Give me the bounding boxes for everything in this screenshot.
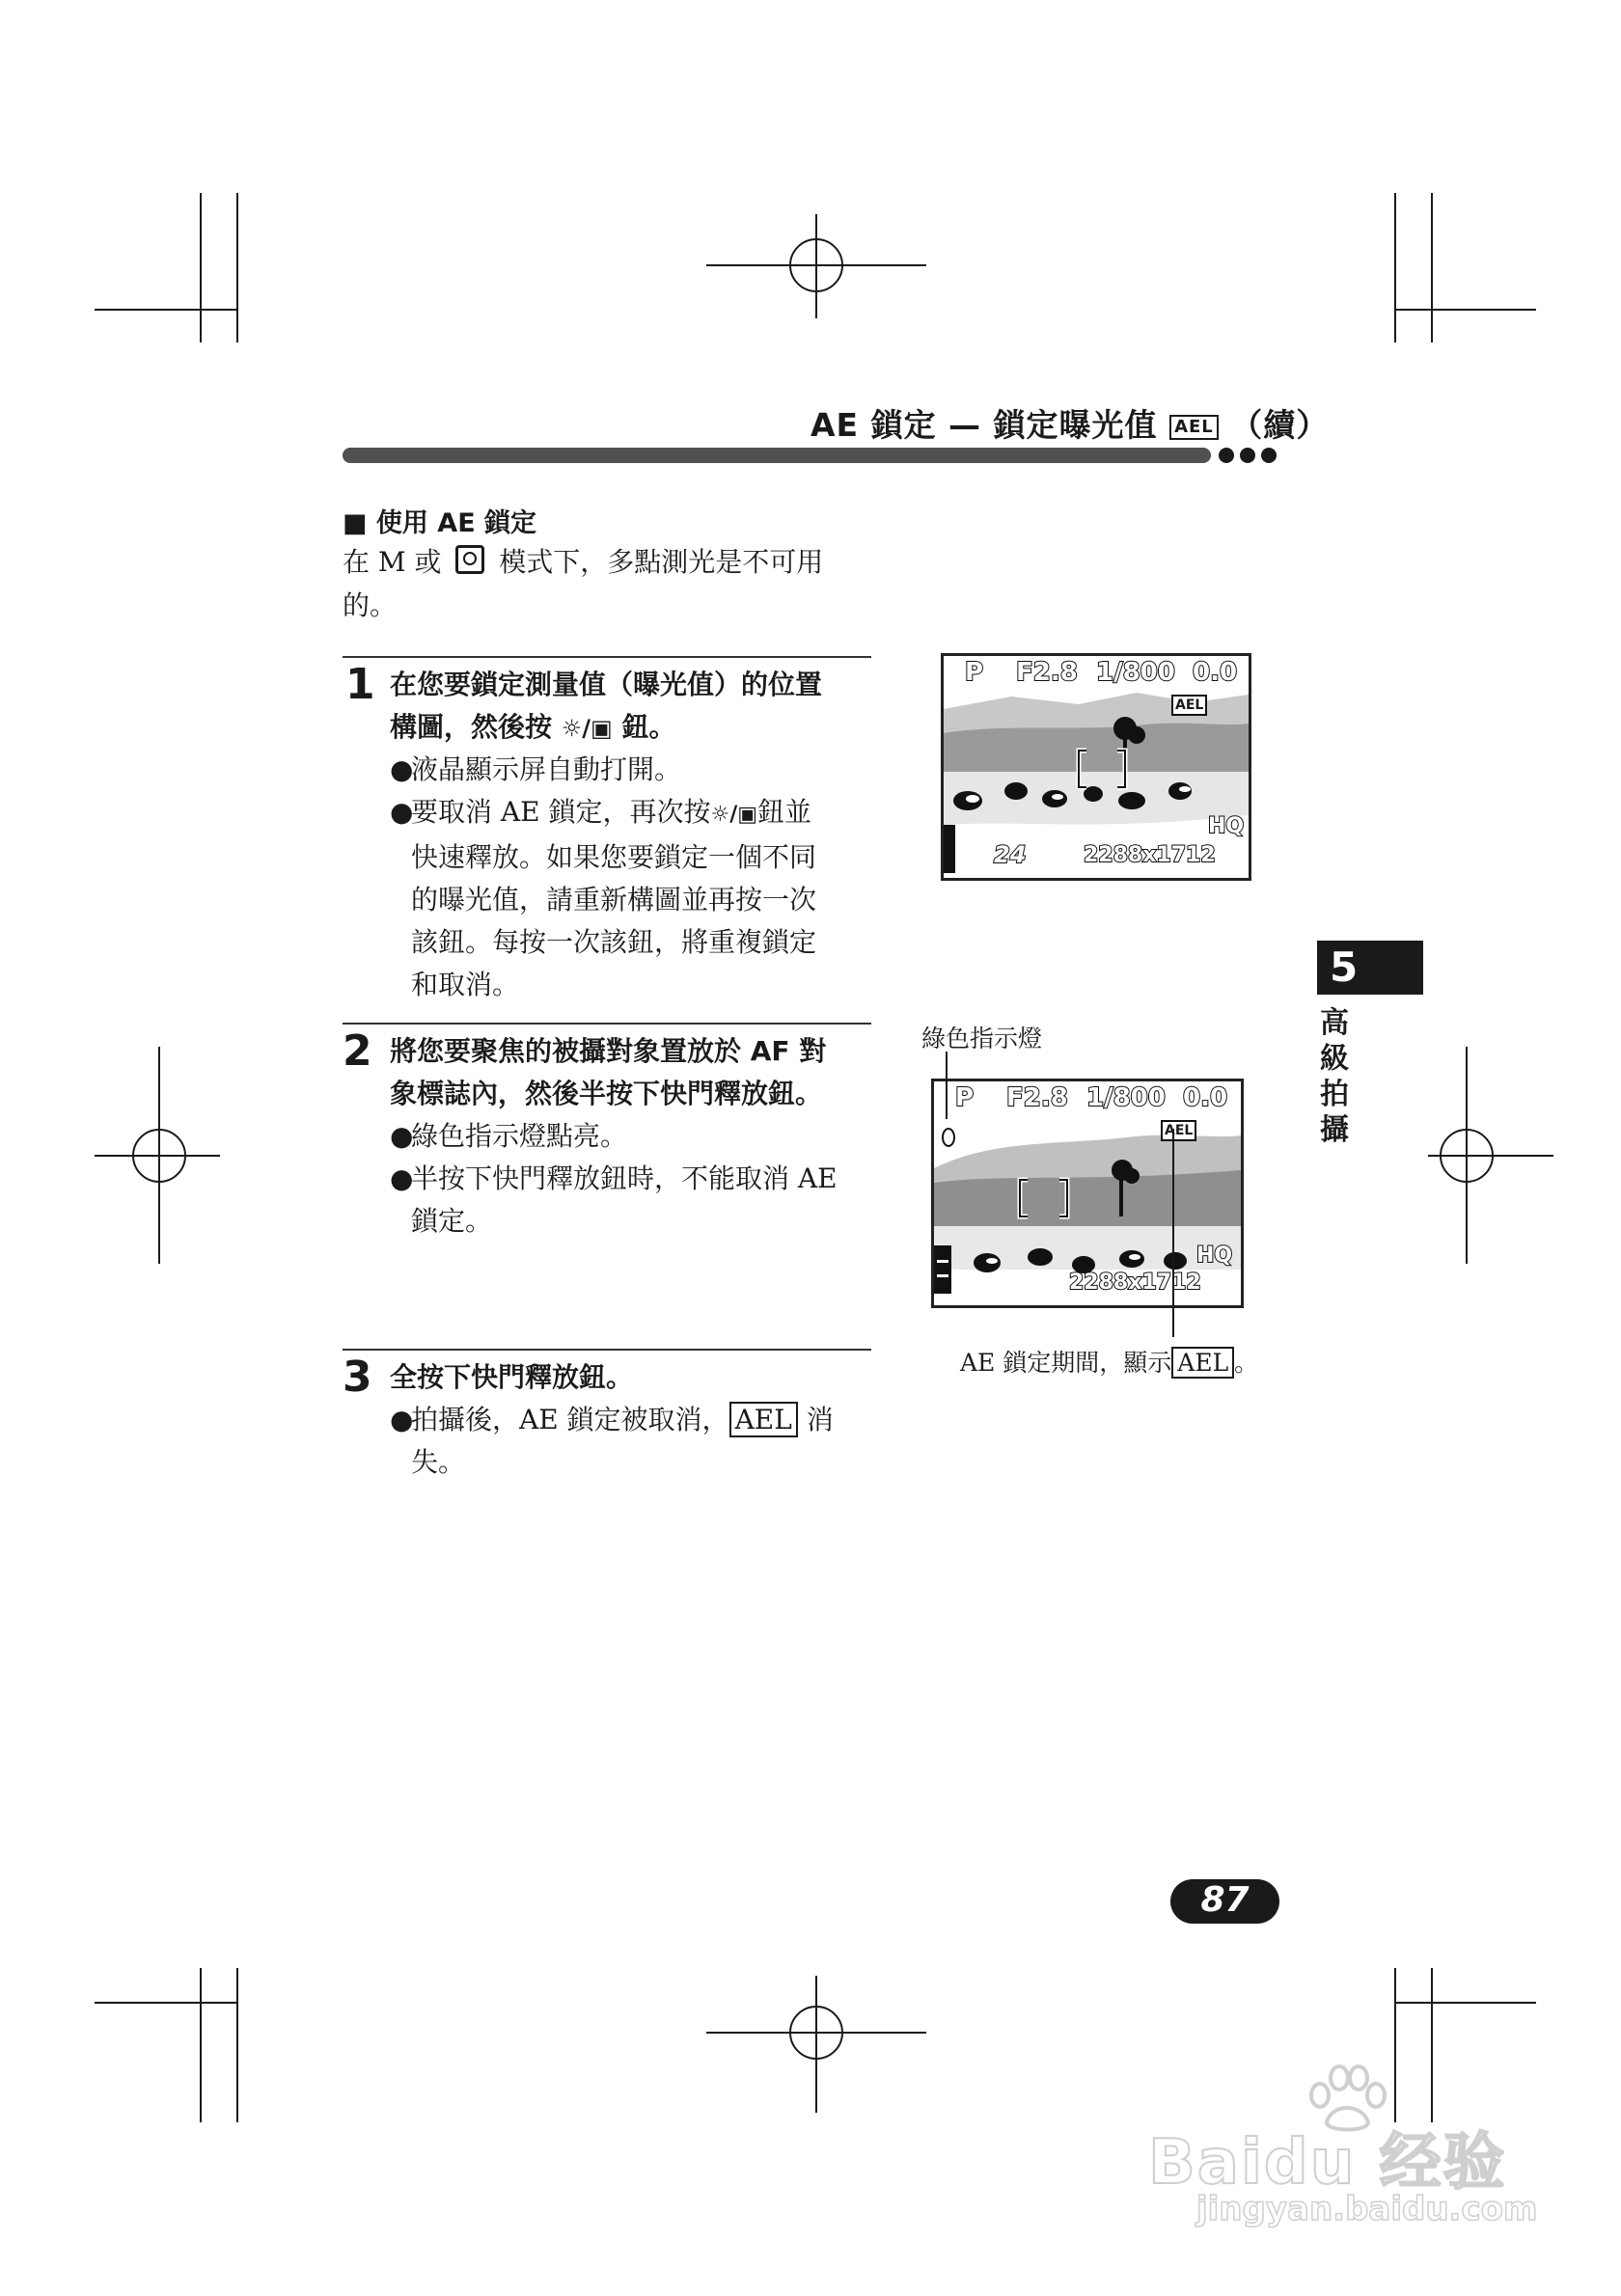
bullet-text-part: 要取消 AE 鎖定，再次按 (411, 796, 711, 828)
intro-text-1b: 模式下，多點測光是不可用 (499, 546, 824, 578)
bullet-text: 綠色指示燈點亮。 (411, 1120, 628, 1152)
lcd2-aperture: F2.8 (1006, 1083, 1068, 1112)
caption-text: 。 (1234, 1349, 1259, 1377)
bullet-icon: ● (390, 1162, 414, 1194)
step-2-title-line1: 將您要聚焦的被攝對象置放於 AF 對 (390, 1035, 827, 1067)
step-3-rule (343, 1349, 871, 1351)
step-1-title-line2b: 鈕。 (621, 711, 676, 743)
lcd1-resolution: 2288x1712 (1084, 843, 1216, 867)
bullet-text-part: 拍攝後，AE 鎖定被取消， (411, 1404, 729, 1435)
step-3-bullet-1 (390, 1399, 877, 1484)
bullet-text (390, 1399, 877, 1484)
lcd2-shutter: 1/800 (1086, 1083, 1166, 1112)
step-1-title-line1: 在您要鎖定測量值（曝光值）的位置 (390, 669, 823, 700)
bullet-text-line: 快速釋放。如果您要鎖定一個不同 (411, 841, 817, 873)
ael-button-icon: ☼/▣ (561, 715, 613, 742)
bullet-text-part: 消 (797, 1404, 834, 1435)
ael-display-caption (960, 1344, 1258, 1379)
bullet-icon: ● (390, 1120, 414, 1152)
lcd1-shutter: 1/800 (1096, 658, 1175, 687)
intro-text-2: 的。 (343, 589, 398, 621)
header-progress-bar (343, 446, 1288, 467)
step-2-bullet-2 (390, 1158, 877, 1243)
lcd2-ael: AEL (1161, 1120, 1196, 1141)
step-1-title-line2a: 構圖，然後按 (390, 711, 553, 743)
callout-lines (926, 1052, 1196, 1360)
bullet-icon: ● (390, 753, 414, 785)
step-2-rule (343, 1023, 871, 1025)
lcd2-resolution: 2288x1712 (1069, 1271, 1201, 1295)
lcd-screen-1 (941, 653, 1251, 881)
watermark-line2: jingyan.baidu.com (1196, 2190, 1538, 2228)
step-2-number: 2 (343, 1026, 372, 1076)
chapter-number: 5 (1330, 943, 1359, 991)
bullet-text (390, 1158, 877, 1243)
header-suffix: （續） (1230, 406, 1330, 444)
bullet-text-line: 半按下快門釋放鈕時，不能取消 AE (411, 1162, 838, 1194)
intro-text-1: 在 M 或 (343, 546, 442, 578)
lcd1-ev: 0.0 (1193, 658, 1238, 687)
caption-text: AE 鎖定期間，顯示 (960, 1349, 1172, 1377)
section-heading: ■ 使用 AE 鎖定 (343, 508, 537, 538)
step-3-number: 3 (343, 1353, 372, 1402)
lcd1-ael: AEL (1171, 695, 1207, 716)
green-lamp-caption: 綠色指示燈 (921, 1025, 1043, 1052)
step-1-bullet-2 (390, 791, 877, 1006)
lcd1-frames: 24 (994, 841, 1027, 868)
bullet-icon: ● (390, 796, 414, 828)
chapter-title: 高級拍攝 (1320, 1006, 1349, 1147)
lcd1-quality: HQ (1208, 814, 1245, 838)
bullet-text-line: 該鈕。每按一次該鈕，將重複鎖定 (411, 926, 817, 958)
bullet-text: 液晶顯示屏自動打開。 (411, 753, 682, 785)
lcd2-mode: P (955, 1083, 975, 1112)
step-2-bullet-1 (390, 1115, 877, 1158)
step-2-title (390, 1030, 877, 1115)
lcd2-ev: 0.0 (1183, 1083, 1228, 1112)
baidu-watermark (1139, 2064, 1563, 2238)
section-intro (343, 540, 883, 627)
step-1-title (390, 664, 877, 750)
bullet-text (390, 791, 877, 1006)
step-2-title-line2: 象標誌內，然後半按下快門釋放鈕。 (390, 1078, 823, 1109)
lcd1-mode: P (965, 658, 984, 687)
ael-indicator: AEL (729, 1402, 798, 1437)
bullet-text-line: 的曝光值，請重新構圖並再按一次 (411, 884, 817, 916)
lcd1-aperture: F2.8 (1016, 658, 1078, 687)
ael-indicator: AEL (1171, 1347, 1234, 1379)
step-3-title: 全按下快門釋放鈕。 (390, 1361, 634, 1393)
bullet-icon: ● (390, 1404, 414, 1435)
ael-button-icon: ☼/▣ (710, 803, 758, 827)
bullet-text-line: 鎖定。 (411, 1205, 493, 1237)
bullet-text-part: 鈕並 (757, 796, 812, 828)
step-1-rule (343, 656, 871, 658)
page-header (810, 400, 1330, 446)
lcd2-quality: HQ (1196, 1244, 1233, 1268)
step-1-bullet-1 (390, 749, 877, 791)
header-title: AE 鎖定 — 鎖定曝光值 (810, 406, 1158, 444)
page-number: 87 (1200, 1880, 1250, 1920)
watermark-line1: Baidu 经验 (1148, 2127, 1507, 2199)
step-1-number: 1 (345, 660, 375, 709)
bullet-text-line: 失。 (411, 1446, 466, 1478)
scene-mode-icon (455, 545, 484, 574)
bullet-text-line: 和取消。 (411, 969, 520, 1000)
ael-badge: AEL (1169, 415, 1219, 440)
